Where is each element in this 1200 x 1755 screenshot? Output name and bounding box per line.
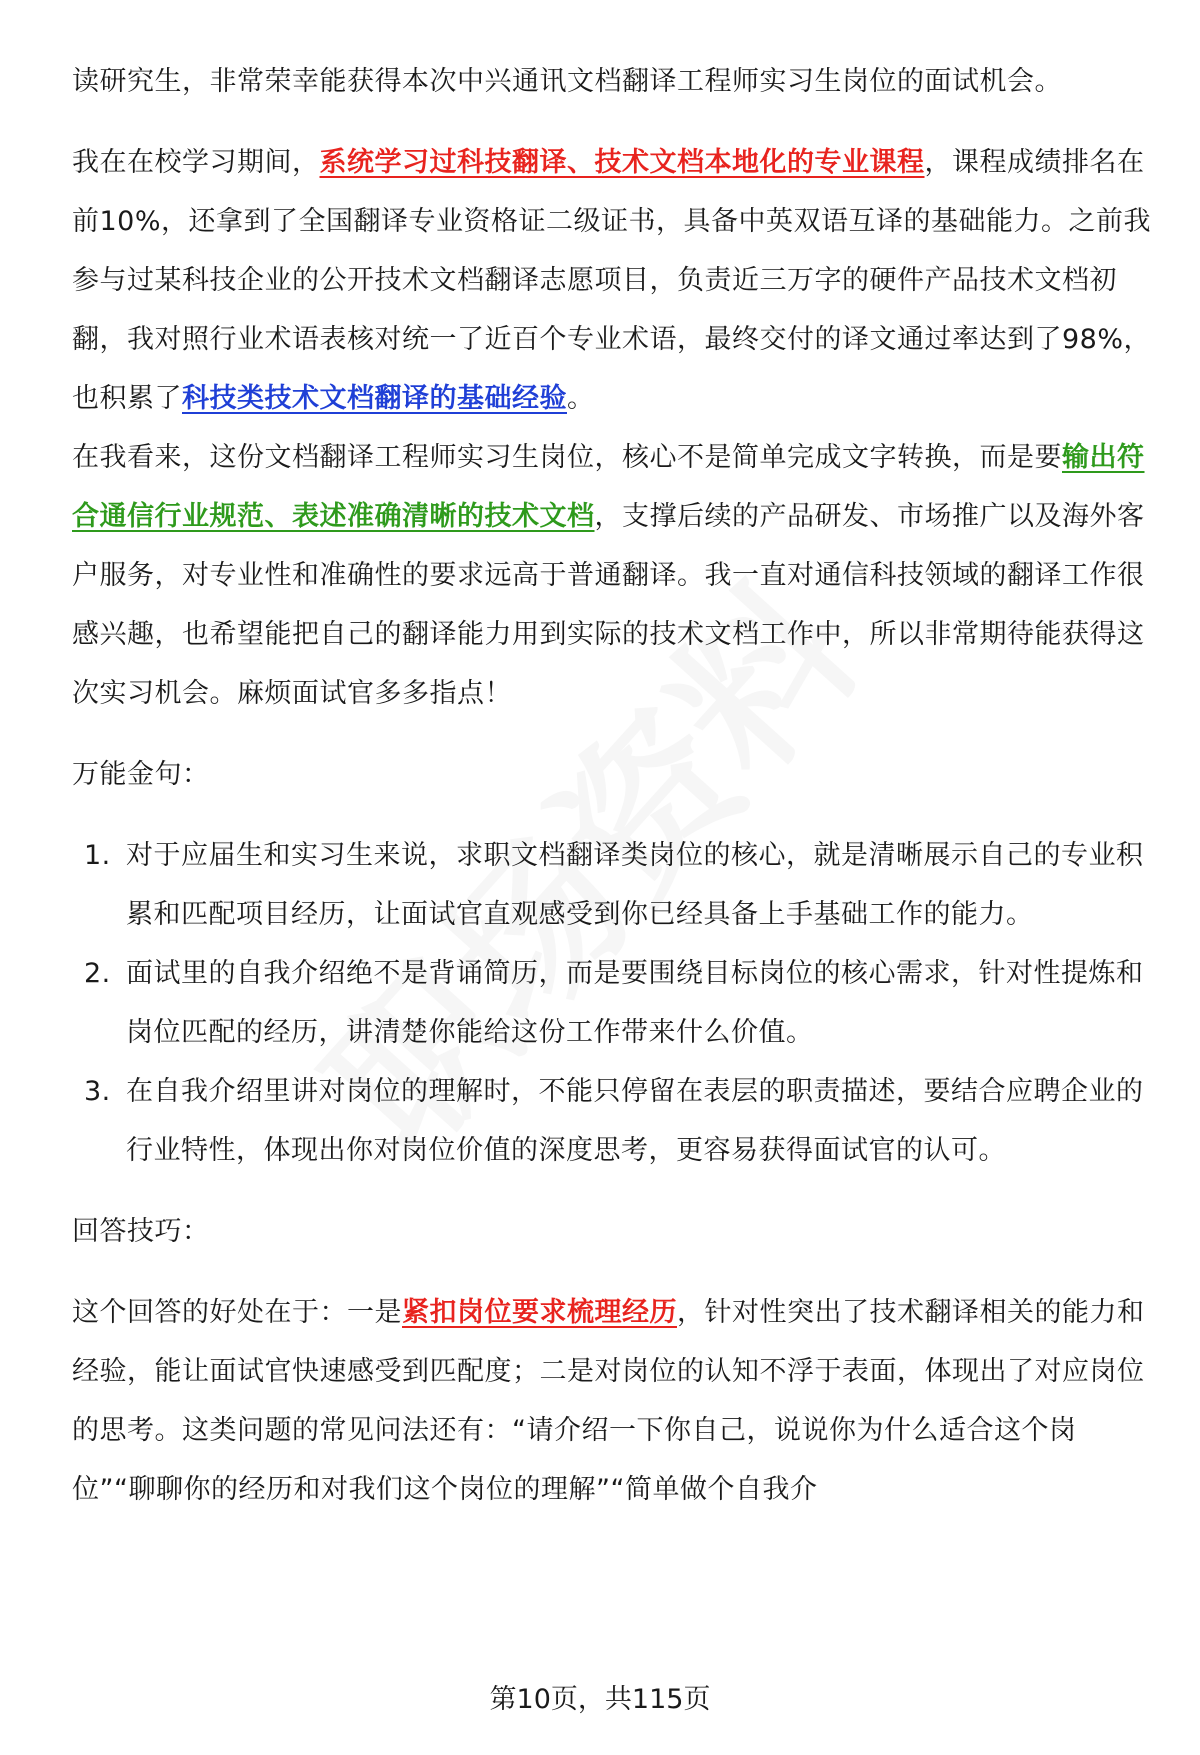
paragraph-role-understanding bbox=[72, 428, 1152, 723]
text-segment: ，针对性突出了技术翻译相关的能力和经验，能让面试官快速感受到匹配度；二是对岗位的认知不浮于表面，体现出了对应岗位的思考。这类问题的常见问法还有：“请介绍一下你自己，说说你为什么适合这个岗位”“聊聊你的经历和对我们这个岗位的理解”“简单做个自我介 bbox=[72, 1297, 1145, 1505]
text-segment: 我在在校学习期间， bbox=[72, 147, 320, 178]
paragraph-answer-tips bbox=[72, 1283, 1152, 1519]
list-number: 2. bbox=[84, 958, 111, 989]
answer-tips-heading: 回答技巧： bbox=[72, 1216, 210, 1247]
page-number: 第10页，共115页 bbox=[489, 1684, 711, 1715]
list-item bbox=[72, 826, 1152, 944]
text-segment: ，课程成绩排名在前10%，还拿到了全国翻译专业资格证二级证书，具备中英双语互译的基础能力。之前我参与过某科技企业的公开技术文档翻译志愿项目，负责近三万字的硬件产品技术文档初翻，我对照行业术语表核对统一了近百个专业术语，最终交付的译文通过率达到了98%，也积累了 bbox=[72, 147, 1152, 414]
golden-sentences-heading: 万能金句： bbox=[72, 759, 210, 790]
highlight-courses: 系统学习过科技翻译、技术文档本地化的专业课程 bbox=[319, 147, 925, 178]
text-segment: 。 bbox=[567, 383, 595, 414]
highlight-experience: 科技类技术文档翻译的基础经验 bbox=[182, 383, 567, 414]
highlight-role-core: 输出符合通信行业规范、表述准确清晰的技术文档 bbox=[72, 442, 1145, 532]
highlight-tip: 紧扣岗位要求梳理经历 bbox=[402, 1297, 677, 1328]
list-number: 3. bbox=[84, 1076, 111, 1107]
paragraph-intro-end: 读研究生，非常荣幸能获得本次中兴通讯文档翻译工程师实习生岗位的面试机会。 bbox=[72, 66, 1062, 97]
text-segment: 这个回答的好处在于：一是 bbox=[72, 1297, 402, 1328]
text-segment: ，支撑后续的产品研发、市场推广以及海外客户服务，对专业性和准确性的要求远高于普通翻译。我一直对通信科技领域的翻译工作很感兴趣，也希望能把自己的翻译能力用到实际的技术文档工作中，所以非常期待能获得这次实习机会。麻烦面试官多多指点！ bbox=[72, 501, 1145, 709]
list-item bbox=[72, 944, 1152, 1062]
paragraph-study-experience bbox=[72, 133, 1152, 428]
text-segment: 在我看来，这份文档翻译工程师实习生岗位，核心不是简单完成文字转换，而是要 bbox=[72, 442, 1062, 473]
list-text: 对于应届生和实习生来说，求职文档翻译类岗位的核心，就是清晰展示自己的专业积累和匹配项目经历，让面试官直观感受到你已经具备上手基础工作的能力。 bbox=[126, 840, 1144, 930]
list-text: 面试里的自我介绍绝不是背诵简历，而是要围绕目标岗位的核心需求，针对性提炼和岗位匹配的经历，讲清楚你能给这份工作带来什么价值。 bbox=[126, 958, 1144, 1048]
list-item bbox=[72, 1062, 1152, 1180]
list-text: 在自我介绍里讲对岗位的理解时，不能只停留在表层的职责描述，要结合应聘企业的行业特性，体现出你对岗位价值的深度思考，更容易获得面试官的认可。 bbox=[126, 1076, 1144, 1166]
document-body bbox=[72, 52, 1152, 1519]
golden-sentences-list bbox=[72, 826, 1152, 1180]
list-number: 1. bbox=[84, 840, 111, 871]
